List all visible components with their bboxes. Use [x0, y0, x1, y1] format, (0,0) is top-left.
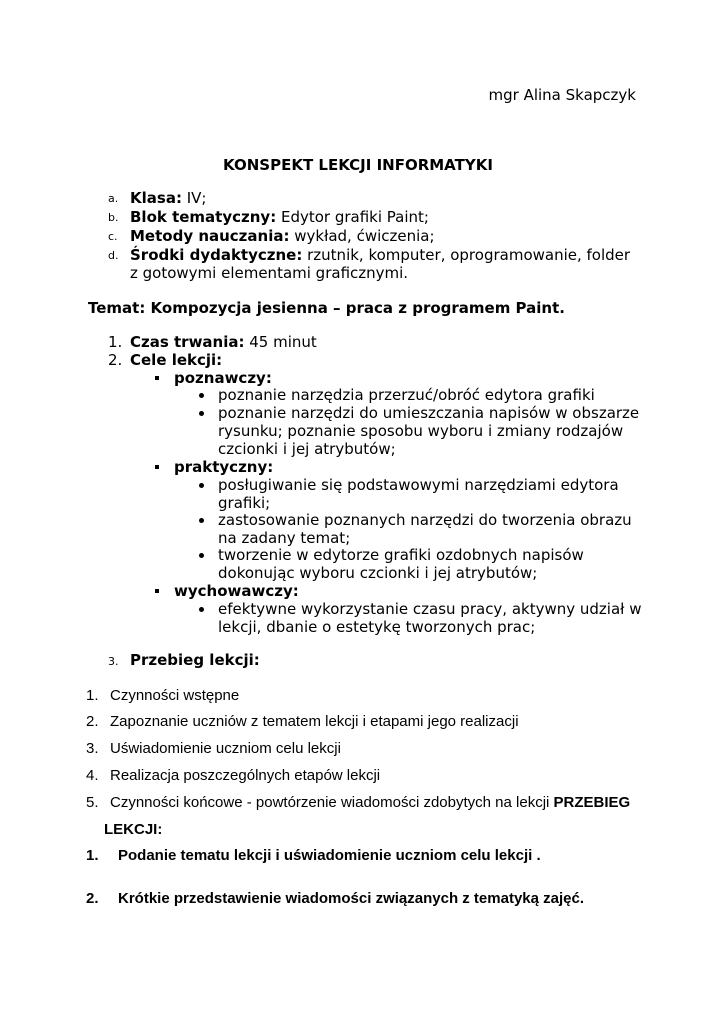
square-bullet: [155, 465, 159, 469]
stage-text: Czynności wstępne: [110, 687, 240, 704]
info-value: wykład, ćwiczenia;: [289, 227, 435, 245]
step-marker: 2.: [86, 890, 99, 907]
section-marker: 2.: [108, 351, 123, 369]
stage-marker: 2.: [86, 713, 99, 730]
goal-item-text: na zadany temat;: [218, 529, 351, 547]
section-value: 45 minut: [244, 333, 317, 351]
goal-group-title: poznawczy:: [174, 369, 272, 387]
info-value: rzutnik, komputer, oprogramowanie, folder: [302, 246, 631, 264]
goal-group-title: praktyczny:: [174, 458, 274, 476]
stage-marker: 5.: [86, 794, 99, 811]
goal-item-text: efektywne wykorzystanie czasu pracy, aktywny udział w: [218, 600, 642, 618]
section-label: Przebieg lekcji:: [130, 651, 260, 669]
section-marker: 1.: [108, 333, 123, 351]
list-marker: a.: [108, 192, 119, 205]
stage-bold-text: PRZEBIEG: [553, 794, 631, 811]
info-label: Blok tematyczny:: [130, 208, 277, 226]
goal-item-text: czcionki i jej atrybutów;: [218, 440, 396, 458]
section-marker: 3.: [108, 655, 119, 668]
author-name: mgr Alina Skapczyk: [488, 86, 636, 104]
step-marker: 1.: [86, 847, 99, 864]
goal-item-text: poznanie narzędzi do umieszczania napisów w obszarze: [218, 404, 640, 422]
bullet-dot: [199, 607, 204, 612]
stage-marker: 1.: [86, 687, 99, 704]
lesson-topic: Temat: Kompozycja jesienna – praca z programem Paint.: [88, 299, 565, 317]
square-bullet: [155, 589, 159, 593]
stage-text-continued: LEKCJI:: [104, 821, 163, 838]
section-label: Cele lekcji:: [130, 351, 223, 369]
step-text: Krótkie przedstawienie wiadomości związanych z tematyką zajęć.: [118, 890, 585, 907]
goal-item-text: poznanie narzędzia przerzuć/obróć edytora grafiki: [218, 386, 595, 404]
bullet-dot: [199, 483, 204, 488]
stage-text: Zapoznanie uczniów z tematem lekcji i etapami jego realizacji: [110, 713, 519, 730]
info-label: Metody nauczania:: [130, 227, 290, 245]
step-text: Podanie tematu lekcji i uświadomienie uczniom celu lekcji .: [118, 847, 541, 864]
goal-group-title: wychowawczy:: [174, 582, 299, 600]
stage-text: Czynności końcowe - powtórzenie wiadomości zdobytych na lekcji: [110, 794, 554, 811]
goal-item-text: tworzenie w edytorze grafiki ozdobnych napisów: [218, 546, 584, 564]
list-marker: c.: [108, 230, 118, 243]
bullet-dot: [199, 411, 204, 416]
bullet-dot: [199, 393, 204, 398]
bullet-dot: [199, 553, 204, 558]
list-marker: d.: [108, 249, 119, 262]
info-value-continued: z gotowymi elementami graficznymi.: [130, 264, 409, 282]
stage-text: Uświadomienie uczniom celu lekcji: [110, 740, 341, 757]
stage-marker: 3.: [86, 740, 99, 757]
info-label: Środki dydaktyczne:: [130, 246, 303, 264]
document-title: KONSPEKT LEKCJI INFORMATYKI: [223, 156, 493, 174]
goal-item-text: rysunku; poznanie sposobu wyboru i zmiany rodzajów: [218, 422, 624, 440]
goal-item-text: dokonując wyboru czcionki i jej atrybutów;: [218, 564, 538, 582]
info-value: IV;: [181, 189, 207, 207]
stage-text: Realizacja poszczególnych etapów lekcji: [110, 767, 381, 784]
goal-item-text: posługiwanie się podstawowymi narzędziami edytora: [218, 476, 619, 494]
info-value: Edytor grafiki Paint;: [276, 208, 429, 226]
list-marker: b.: [108, 211, 119, 224]
goal-item-text: grafiki;: [218, 494, 271, 512]
square-bullet: [155, 376, 159, 380]
goal-item-text: lekcji, dbanie o estetykę tworzonych prac;: [218, 618, 536, 636]
bullet-dot: [199, 518, 204, 523]
stage-marker: 4.: [86, 767, 99, 784]
section-label: Czas trwania:: [130, 333, 245, 351]
goal-item-text: zastosowanie poznanych narzędzi do tworzenia obrazu: [218, 511, 632, 529]
info-label: Klasa:: [130, 189, 182, 207]
